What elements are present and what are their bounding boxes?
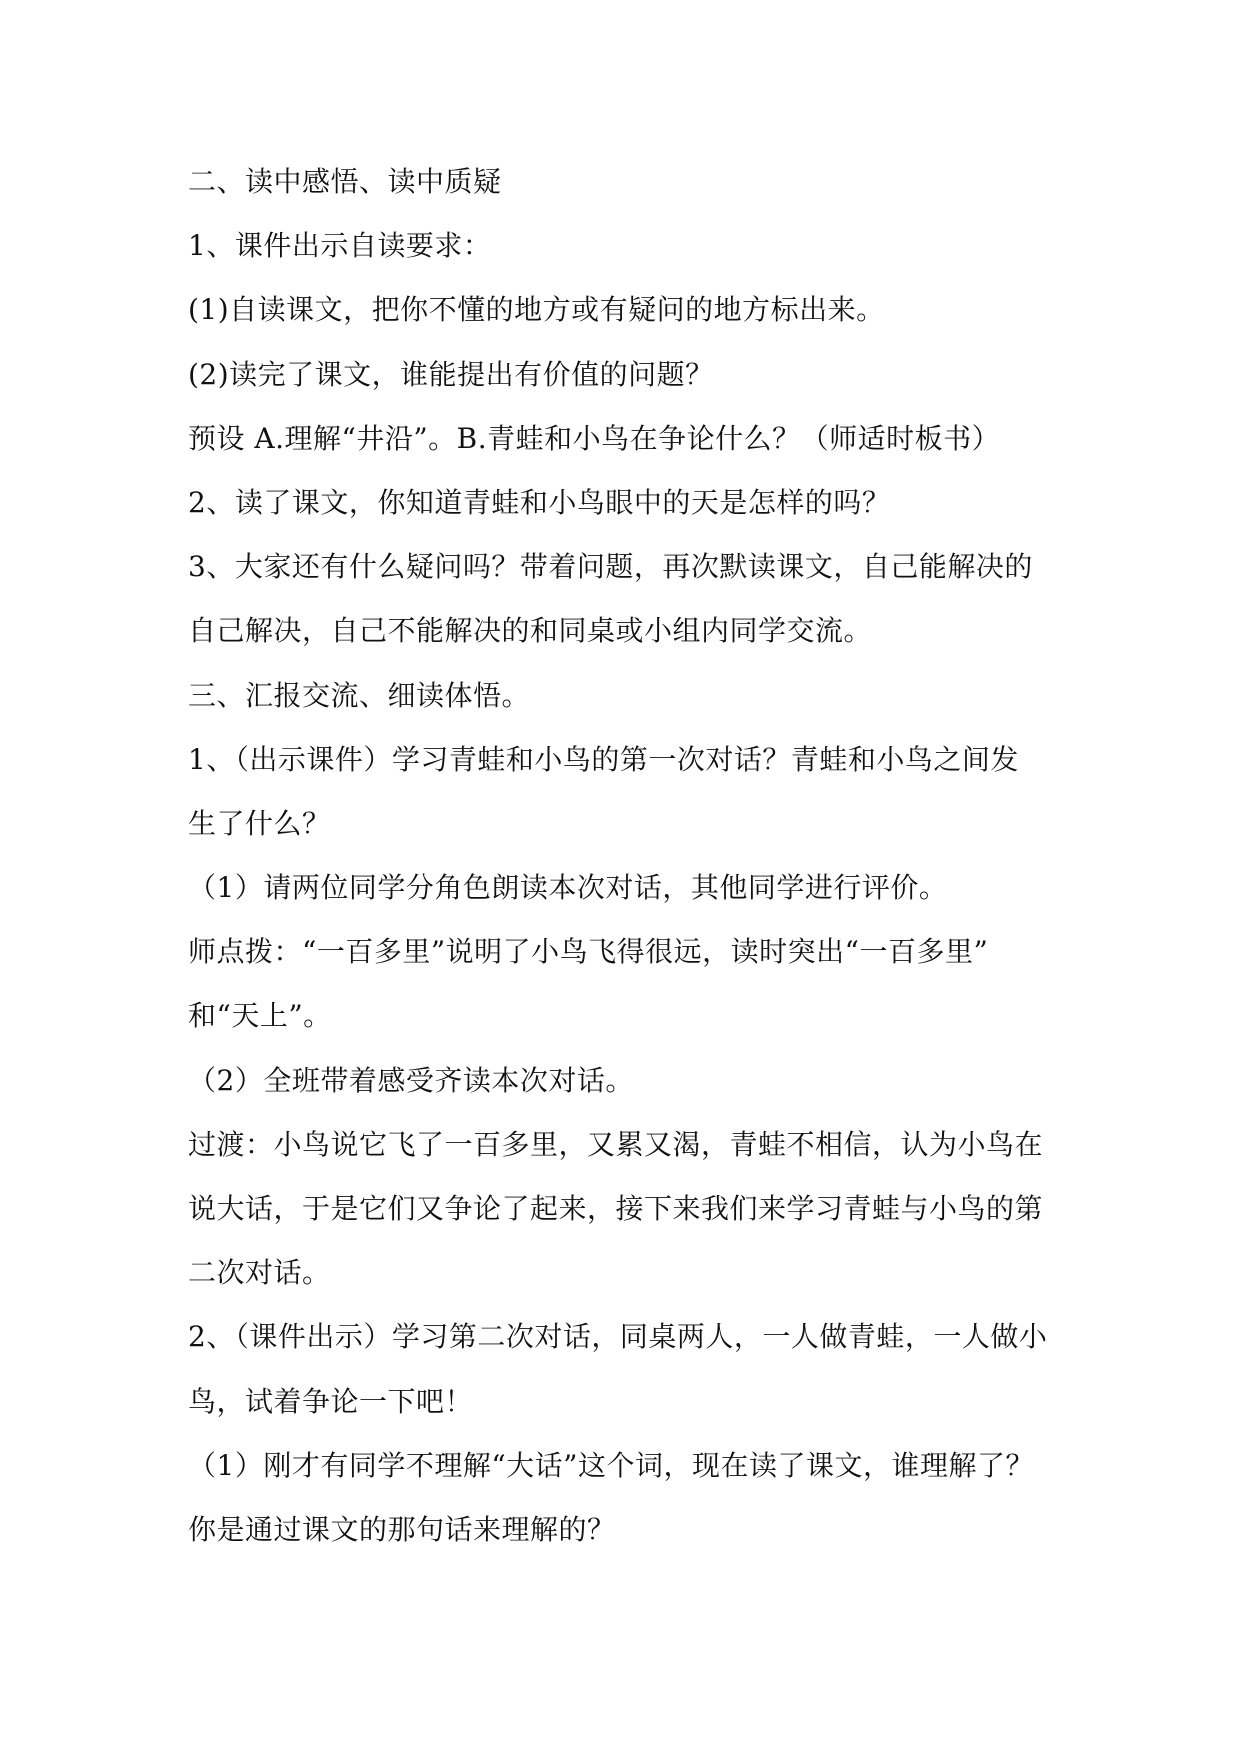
text-line: 自己解决，自己不能解决的和同桌或小组内同学交流。 — [188, 614, 873, 648]
text-line: (1)自读课文，把你不懂的地方或有疑问的地方标出来。 — [188, 293, 885, 327]
text-line: （1）请两位同学分角色朗读本次对话，其他同学进行评价。 — [188, 871, 948, 905]
text-line: 过渡：小鸟说它飞了一百多里，又累又渴，青蛙不相信，认为小鸟在 — [188, 1127, 1044, 1161]
text-line: （1）刚才有同学不理解“大话”这个词，现在读了课文，谁理解了？ — [188, 1448, 1034, 1482]
text-line: 2、读了课文，你知道青蛙和小鸟眼中的天是怎样的吗？ — [188, 485, 891, 519]
text-line: 2、（课件出示）学习第二次对话，同桌两人，一人做青蛙，一人做小 — [188, 1320, 1048, 1354]
document-body — [188, 150, 1058, 1562]
text-line: 说大话，于是它们又争论了起来，接下来我们来学习青蛙与小鸟的第 — [188, 1192, 1044, 1225]
text-line: 1、课件出示自读要求： — [188, 229, 492, 263]
text-line: 你是通过课文的那句话来理解的？ — [188, 1512, 616, 1546]
text-line: 生了什么？ — [188, 806, 331, 840]
text-line: 3、大家还有什么疑问吗？带着问题，再次默读课文，自己能解决的 — [188, 550, 1033, 584]
text-line: 1、（出示课件）学习青蛙和小鸟的第一次对话？青蛙和小鸟之间发 — [188, 742, 1019, 776]
text-line: 预设 A.理解“井沿”。B.青蛙和小鸟在争论什么？（师适时板书） — [188, 421, 1001, 455]
text-line: 师点拨：“一百多里”说明了小鸟飞得很远，读时突出“一百多里” — [188, 935, 989, 969]
section-heading-2: 二、读中感悟、读中质疑 — [188, 165, 502, 198]
text-line: （2）全班带着感受齐读本次对话。 — [188, 1063, 634, 1097]
text-line: 鸟，试着争论一下吧！ — [188, 1384, 474, 1418]
section-heading-3: 三、汇报交流、细读体悟。 — [188, 678, 531, 712]
text-line: (2)读完了课文，谁能提出有价值的问题？ — [188, 357, 714, 391]
text-line: 二次对话。 — [188, 1256, 331, 1290]
text-line: 和“天上”。 — [188, 999, 332, 1033]
